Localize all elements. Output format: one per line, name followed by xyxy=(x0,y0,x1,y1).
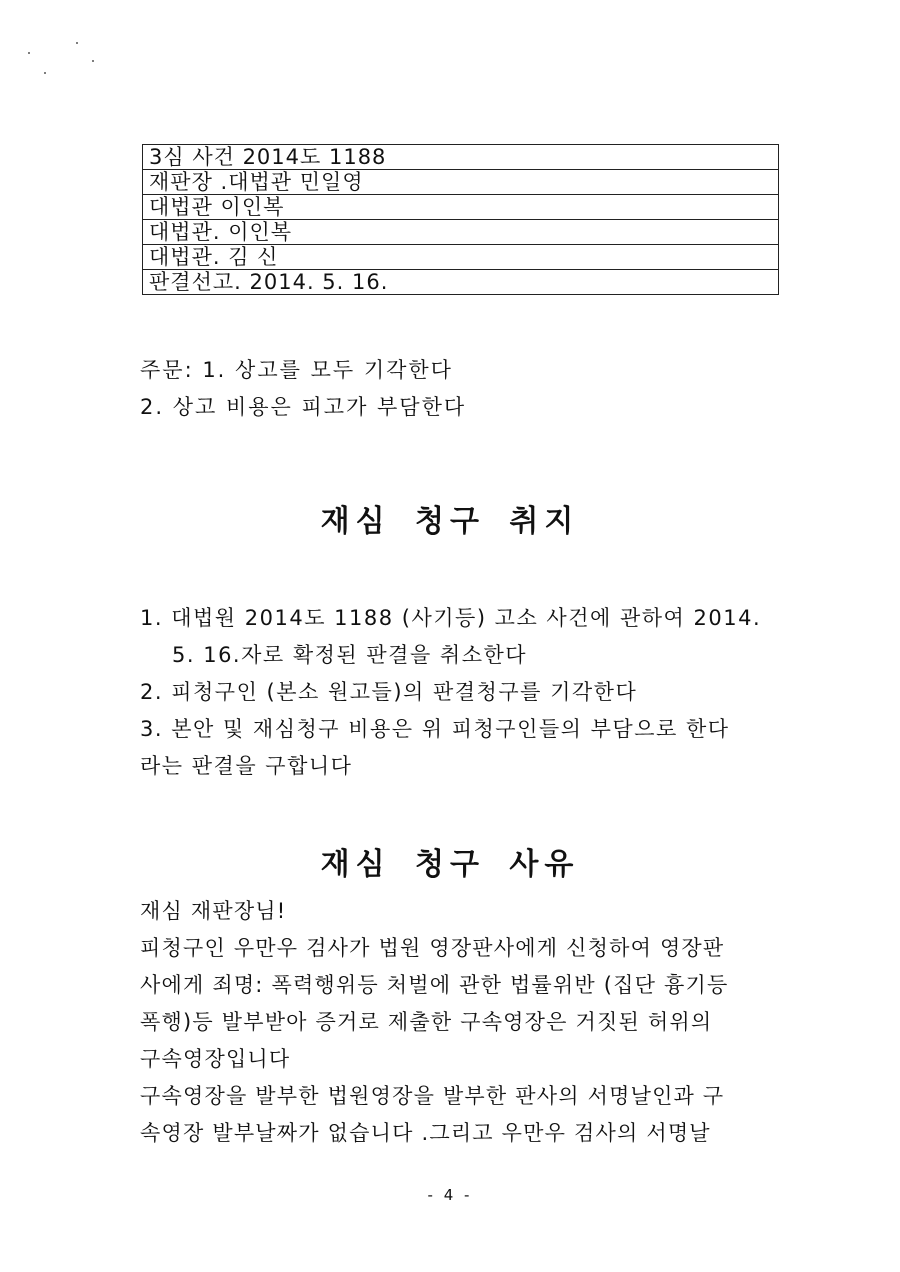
reason-line: 사에게 죄명: 폭력행위등 처벌에 관한 법률위반 (집단 흉기등 xyxy=(140,973,729,997)
purpose-line: 1. 대법원 2014도 1188 (사기등) 고소 사건에 관하여 2014. xyxy=(140,606,762,630)
purpose-line: 2. 피청구인 (본소 원고들)의 판결청구를 기각한다 xyxy=(140,680,638,704)
justice-cell: 대법관 이인복 xyxy=(143,195,779,220)
justice-cell: 대법관. 이인복 xyxy=(143,220,779,245)
table-row xyxy=(143,170,779,195)
ruling-section xyxy=(140,352,466,426)
retrial-purpose-body xyxy=(140,600,790,785)
purpose-line: 5. 16.자로 확정된 판결을 취소한다 xyxy=(172,643,528,667)
table-row xyxy=(143,195,779,220)
judgment-date-cell: 판결선고. 2014. 5. 16. xyxy=(143,270,779,295)
retrial-purpose-heading: 재심 청구 취지 xyxy=(320,504,580,539)
purpose-line: 라는 판결을 구합니다 xyxy=(140,754,353,778)
purpose-line: 3. 본안 및 재심청구 비용은 위 피청구인들의 부담으로 한다 xyxy=(140,717,730,741)
ruling-line: 2. 상고 비용은 피고가 부담한다 xyxy=(140,395,467,419)
retrial-reason-body xyxy=(140,893,790,1152)
reason-line: 구속영장을 발부한 법원영장을 발부한 판사의 서명날인과 구 xyxy=(140,1084,725,1108)
reason-line: 폭행)등 발부받아 증거로 제출한 구속영장은 거짓된 허위의 xyxy=(140,1010,713,1034)
reason-line: 재심 재판장님! xyxy=(140,899,287,923)
table-row xyxy=(143,220,779,245)
presiding-judge-cell: 재판장 .대법관 민일영 xyxy=(143,170,779,195)
table-row xyxy=(143,245,779,270)
table-row xyxy=(143,145,779,170)
retrial-reason-heading: 재심 청구 사유 xyxy=(320,847,580,882)
reason-line: 피청구인 우만우 검사가 법원 영장판사에게 신청하여 영장판 xyxy=(140,936,725,960)
case-number-cell: 3심 사건 2014도 1188 xyxy=(143,145,779,170)
ruling-line: 주문: 1. 상고를 모두 기각한다 xyxy=(140,358,453,382)
reason-line: 속영장 발부날짜가 없습니다 .그리고 우만우 검사의 서명날 xyxy=(140,1121,711,1145)
reason-line: 구속영장입니다 xyxy=(140,1047,291,1071)
justice-cell: 대법관. 김 신 xyxy=(143,245,779,270)
table-row xyxy=(143,270,779,295)
case-info-table xyxy=(142,144,779,295)
page-number: - 4 - xyxy=(427,1186,473,1204)
